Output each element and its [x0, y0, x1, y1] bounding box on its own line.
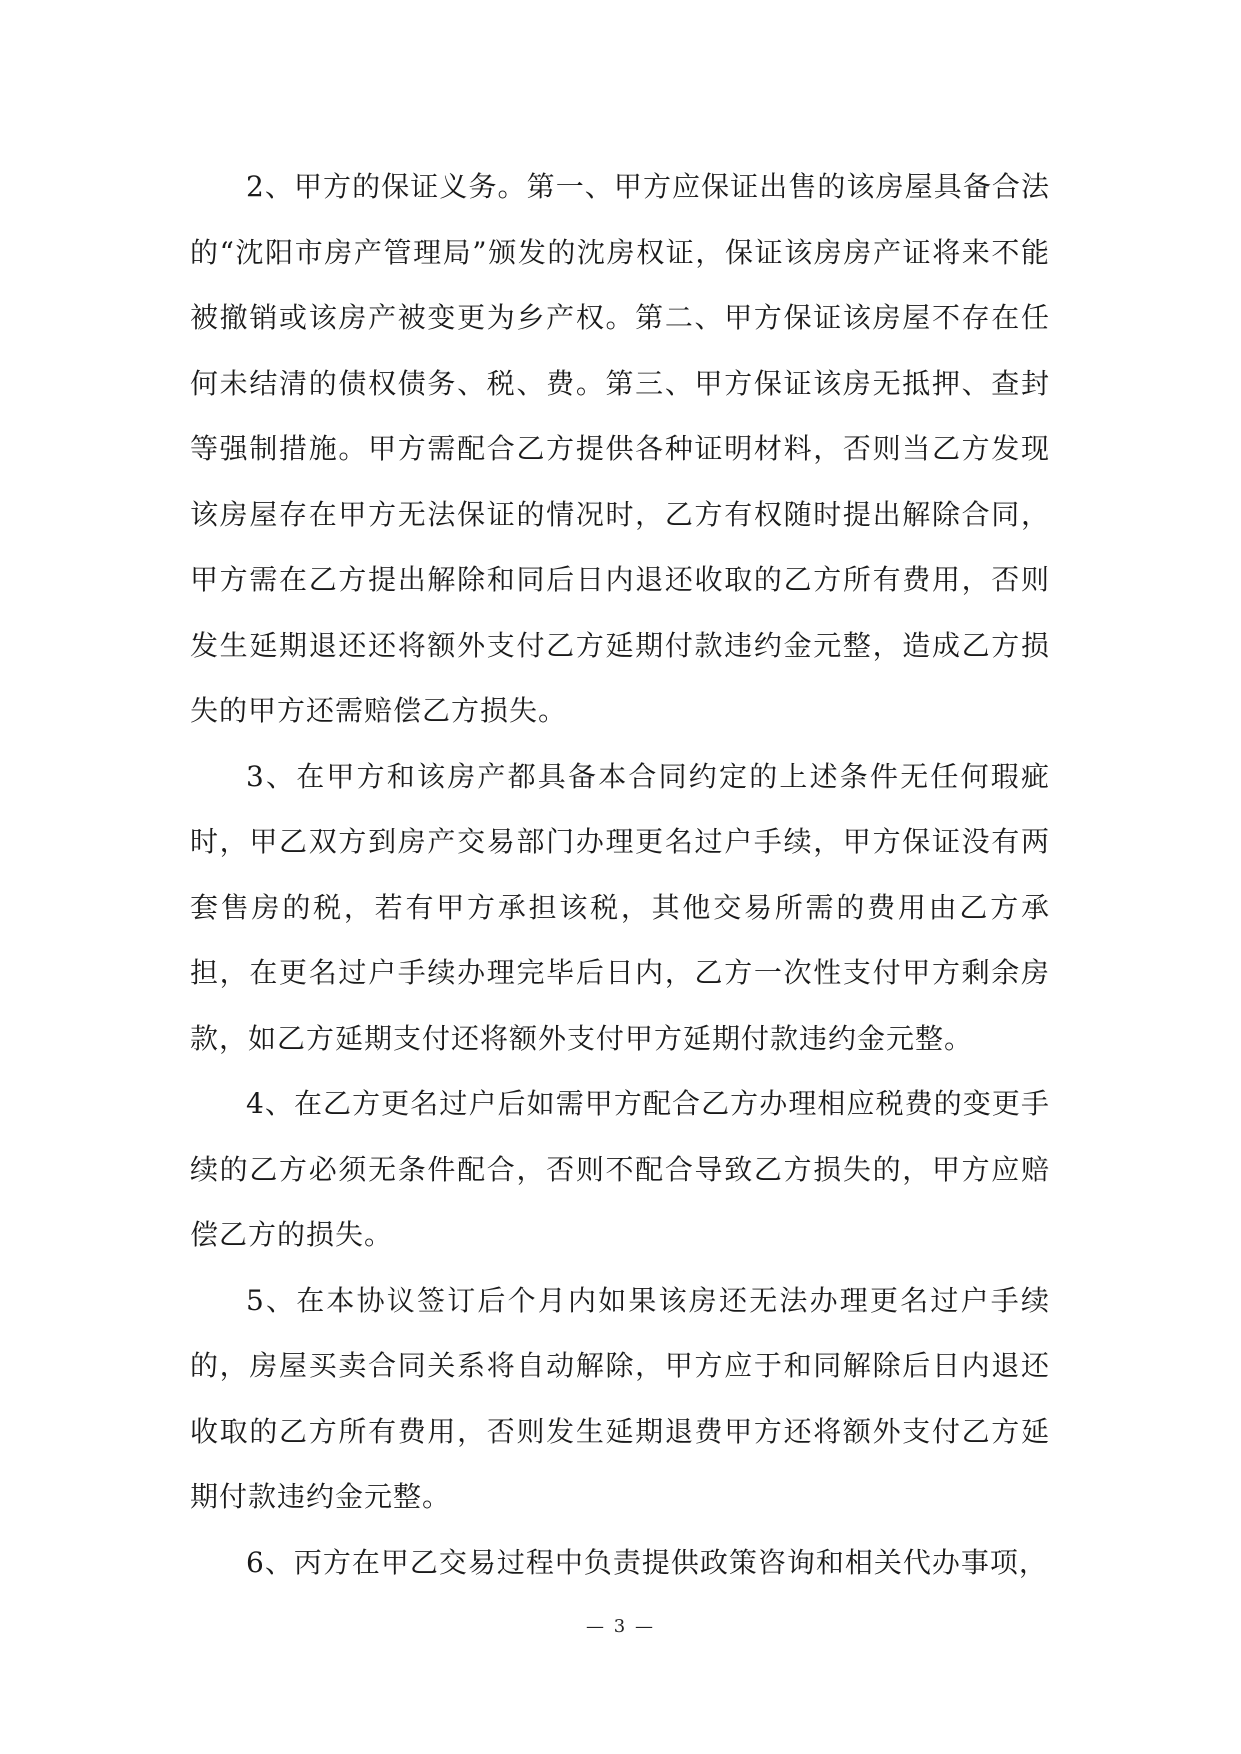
clause-6-paragraph: 6、丙方在甲乙交易过程中负责提供政策咨询和相关代办事项，	[246, 1545, 1048, 1579]
page-number: — 3 —	[586, 1616, 655, 1637]
document-body	[190, 154, 1050, 1595]
clause-3-paragraph: 3、在甲方和该房产都具备本合同约定的上述条件无任何瑕疵时，甲乙双方到房产交易部门办理更名过户手续，甲方保证没有两套售房的税，若有甲方承担该税，其他交易所需的费用由乙方承担，在更名过户手续办理完毕后日内，乙方一次性支付甲方剩余房款，如乙方延期支付还将额外支付甲方延期付款违约金元整。	[190, 759, 1050, 1055]
clause-4-paragraph: 4、在乙方更名过户后如需甲方配合乙方办理相应税费的变更手续的乙方必须无条件配合，否则不配合导致乙方损失的，甲方应赔偿乙方的损失。	[190, 1087, 1050, 1251]
clause-2-paragraph: 2、甲方的保证义务。第一、甲方应保证出售的该房屋具备合法的“沈阳市房产管理局”颁发的沈房权证，保证该房房产证将来不能被撤销或该房产被变更为乡产权。第二、甲方保证该房屋不存在任何未结清的债权债务、税、费。第三、甲方保证该房无抵押、查封等强制措施。甲方需配合乙方提供各种证明材料，否则当乙方发现该房屋存在甲方无法保证的情况时，乙方有权随时提出解除合同，甲方需在乙方提出解除和同后日内退还收取的乙方所有费用，否则发生延期退还还将额外支付乙方延期付款违约金元整，造成乙方损失的甲方还需赔偿乙方损失。	[190, 170, 1050, 727]
clause-5-paragraph: 5、在本协议签订后个月内如果该房还无法办理更名过户手续的，房屋买卖合同关系将自动解除，甲方应于和同解除后日内退还收取的乙方所有费用，否则发生延期退费甲方还将额外支付乙方延期付款违约金元整。	[190, 1283, 1050, 1513]
